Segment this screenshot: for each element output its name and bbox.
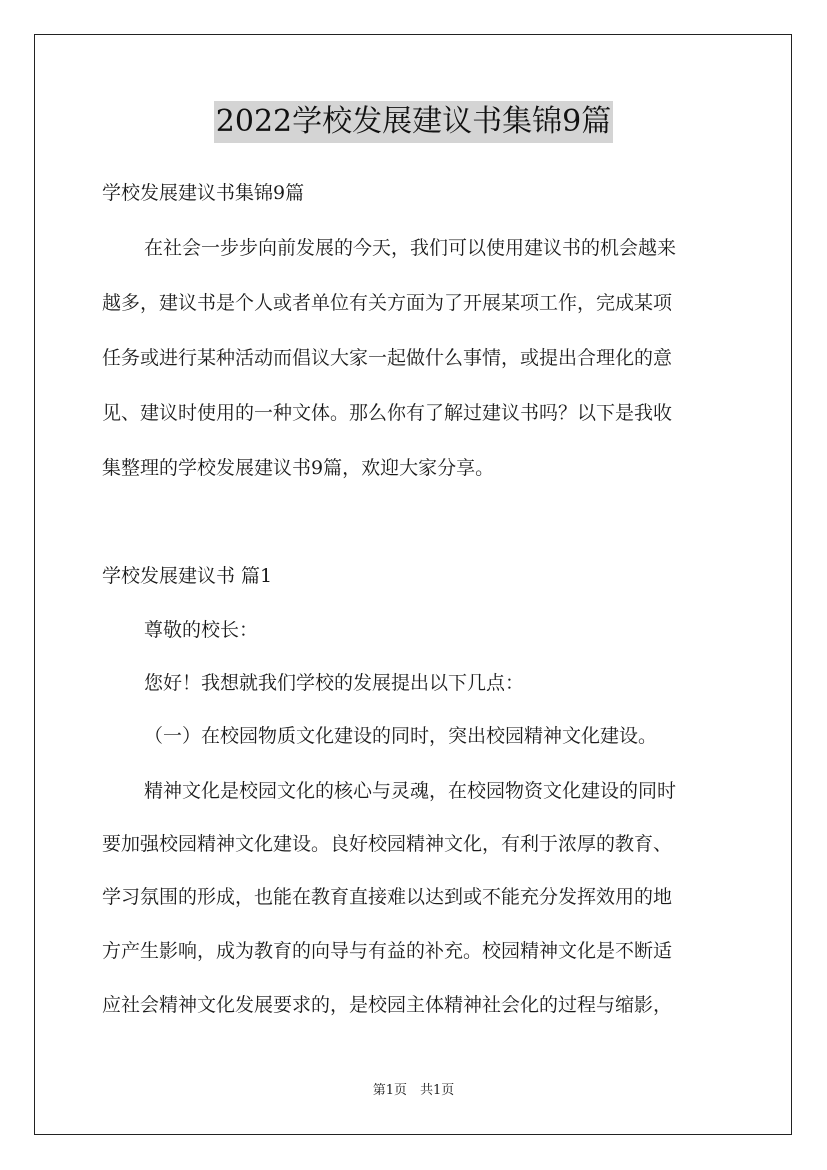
paragraph-line: 集整理的学校发展建议书9篇，欢迎大家分享。 bbox=[102, 457, 495, 479]
paragraph-line: 要加强校园精神文化建设。良好校园精神文化，有利于浓厚的教育、 bbox=[102, 833, 673, 855]
greeting-line: 您好！我想就我们学校的发展提出以下几点： bbox=[144, 672, 525, 694]
section-heading: 学校发展建议书 篇1 bbox=[102, 565, 273, 587]
paragraph-line: 越多，建议书是个人或者单位有关方面为了开展某项工作，完成某项 bbox=[102, 292, 673, 314]
paragraph-line: 见、建议时使用的一种文体。那么你有了解过建议书吗？以下是我收 bbox=[102, 402, 673, 424]
document-title: 2022学校发展建议书集锦9篇 bbox=[214, 101, 613, 143]
page-number-footer bbox=[0, 1082, 827, 1100]
salutation-line: 尊敬的校长： bbox=[144, 619, 259, 641]
page-number-label: 第1页 共1页 bbox=[372, 1083, 455, 1098]
paragraph-line: 任务或进行某种活动而倡议大家一起做什么事情，或提出合理化的意 bbox=[102, 347, 673, 369]
paragraph-line: 在社会一步步向前发展的今天，我们可以使用建议书的机会越来 bbox=[144, 237, 677, 259]
subtitle-line: 学校发展建议书集锦9篇 bbox=[102, 182, 305, 204]
title-container bbox=[0, 101, 827, 143]
paragraph-line: 方产生影响，成为教育的向导与有益的补充。校园精神文化是不断适 bbox=[102, 940, 673, 962]
paragraph-line: 精神文化是校园文化的核心与灵魂，在校园物资文化建设的同时 bbox=[144, 780, 677, 802]
paragraph-line: 应社会精神文化发展要求的，是校园主体精神社会化的过程与缩影， bbox=[102, 994, 673, 1016]
paragraph-line: 学习氛围的形成，也能在教育直接难以达到或不能充分发挥效用的地 bbox=[102, 886, 673, 908]
point-heading: （一）在校园物质文化建设的同时，突出校园精神文化建设。 bbox=[144, 725, 658, 747]
